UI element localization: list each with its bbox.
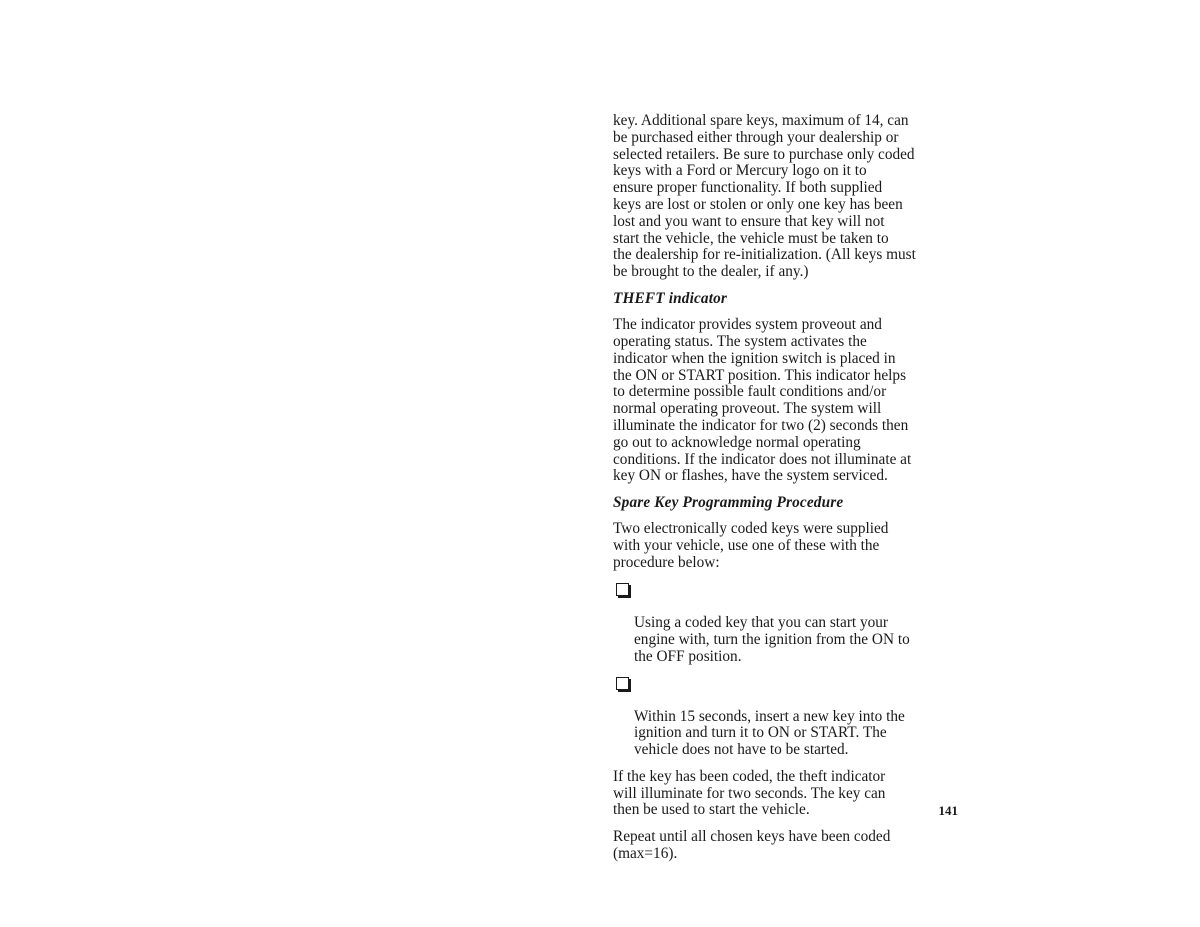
theft-indicator-paragraph: The indicator provides system proveout and operating status. The system activates the indicator when the ignition switch is placed in the ON or START position. This indicator helps to determine possible fault conditions and/or normal operating proveout. The system will illuminate the indicator for two (2) seconds then go out to acknowledge normal operating conditions. If the indicator does not illuminate at key ON or flashes, have the system serviced.: [613, 316, 912, 485]
checkbox-icon: [616, 677, 629, 690]
result-paragraph: If the key has been coded, the theft indicator will illuminate for two seconds. The key can then be used to start the vehicle.: [613, 767, 886, 819]
procedure-step-2-text: Within 15 seconds, insert a new key into the ignition and turn it to ON or START. The vehicle does not have to be started.: [634, 707, 905, 759]
intro-paragraph: key. Additional spare keys, maximum of 14, can be purchased either through your dealership or selected retailers. Be sure to purchase only coded keys with a Ford or Mercury logo on it to ensure proper functionality. If both supplied keys are lost or stolen or only one key has been lost and you want to ensure that key will not start the vehicle, the vehicle must be taken to the dealership for re-initialization. (All keys must be brought to the dealer, if any.): [613, 112, 916, 281]
page-number: 141: [938, 803, 958, 818]
manual-page-text: [613, 113, 963, 872]
theft-indicator-heading: THEFT indicator: [613, 289, 728, 307]
spare-key-programming-heading: Spare Key Programming Procedure: [613, 493, 844, 511]
procedure-step-1: [613, 581, 963, 665]
procedure-step-2: [613, 675, 963, 759]
procedure-step-1-text: Using a coded key that you can start your engine with, turn the ignition from the ON to the OFF position.: [634, 613, 910, 665]
spare-key-intro-paragraph: Two electronically coded keys were supplied with your vehicle, use one of these with the procedure below:: [613, 520, 889, 571]
checkbox-icon: [616, 583, 629, 596]
repeat-paragraph: Repeat until all chosen keys have been coded (max=16).: [613, 827, 891, 862]
